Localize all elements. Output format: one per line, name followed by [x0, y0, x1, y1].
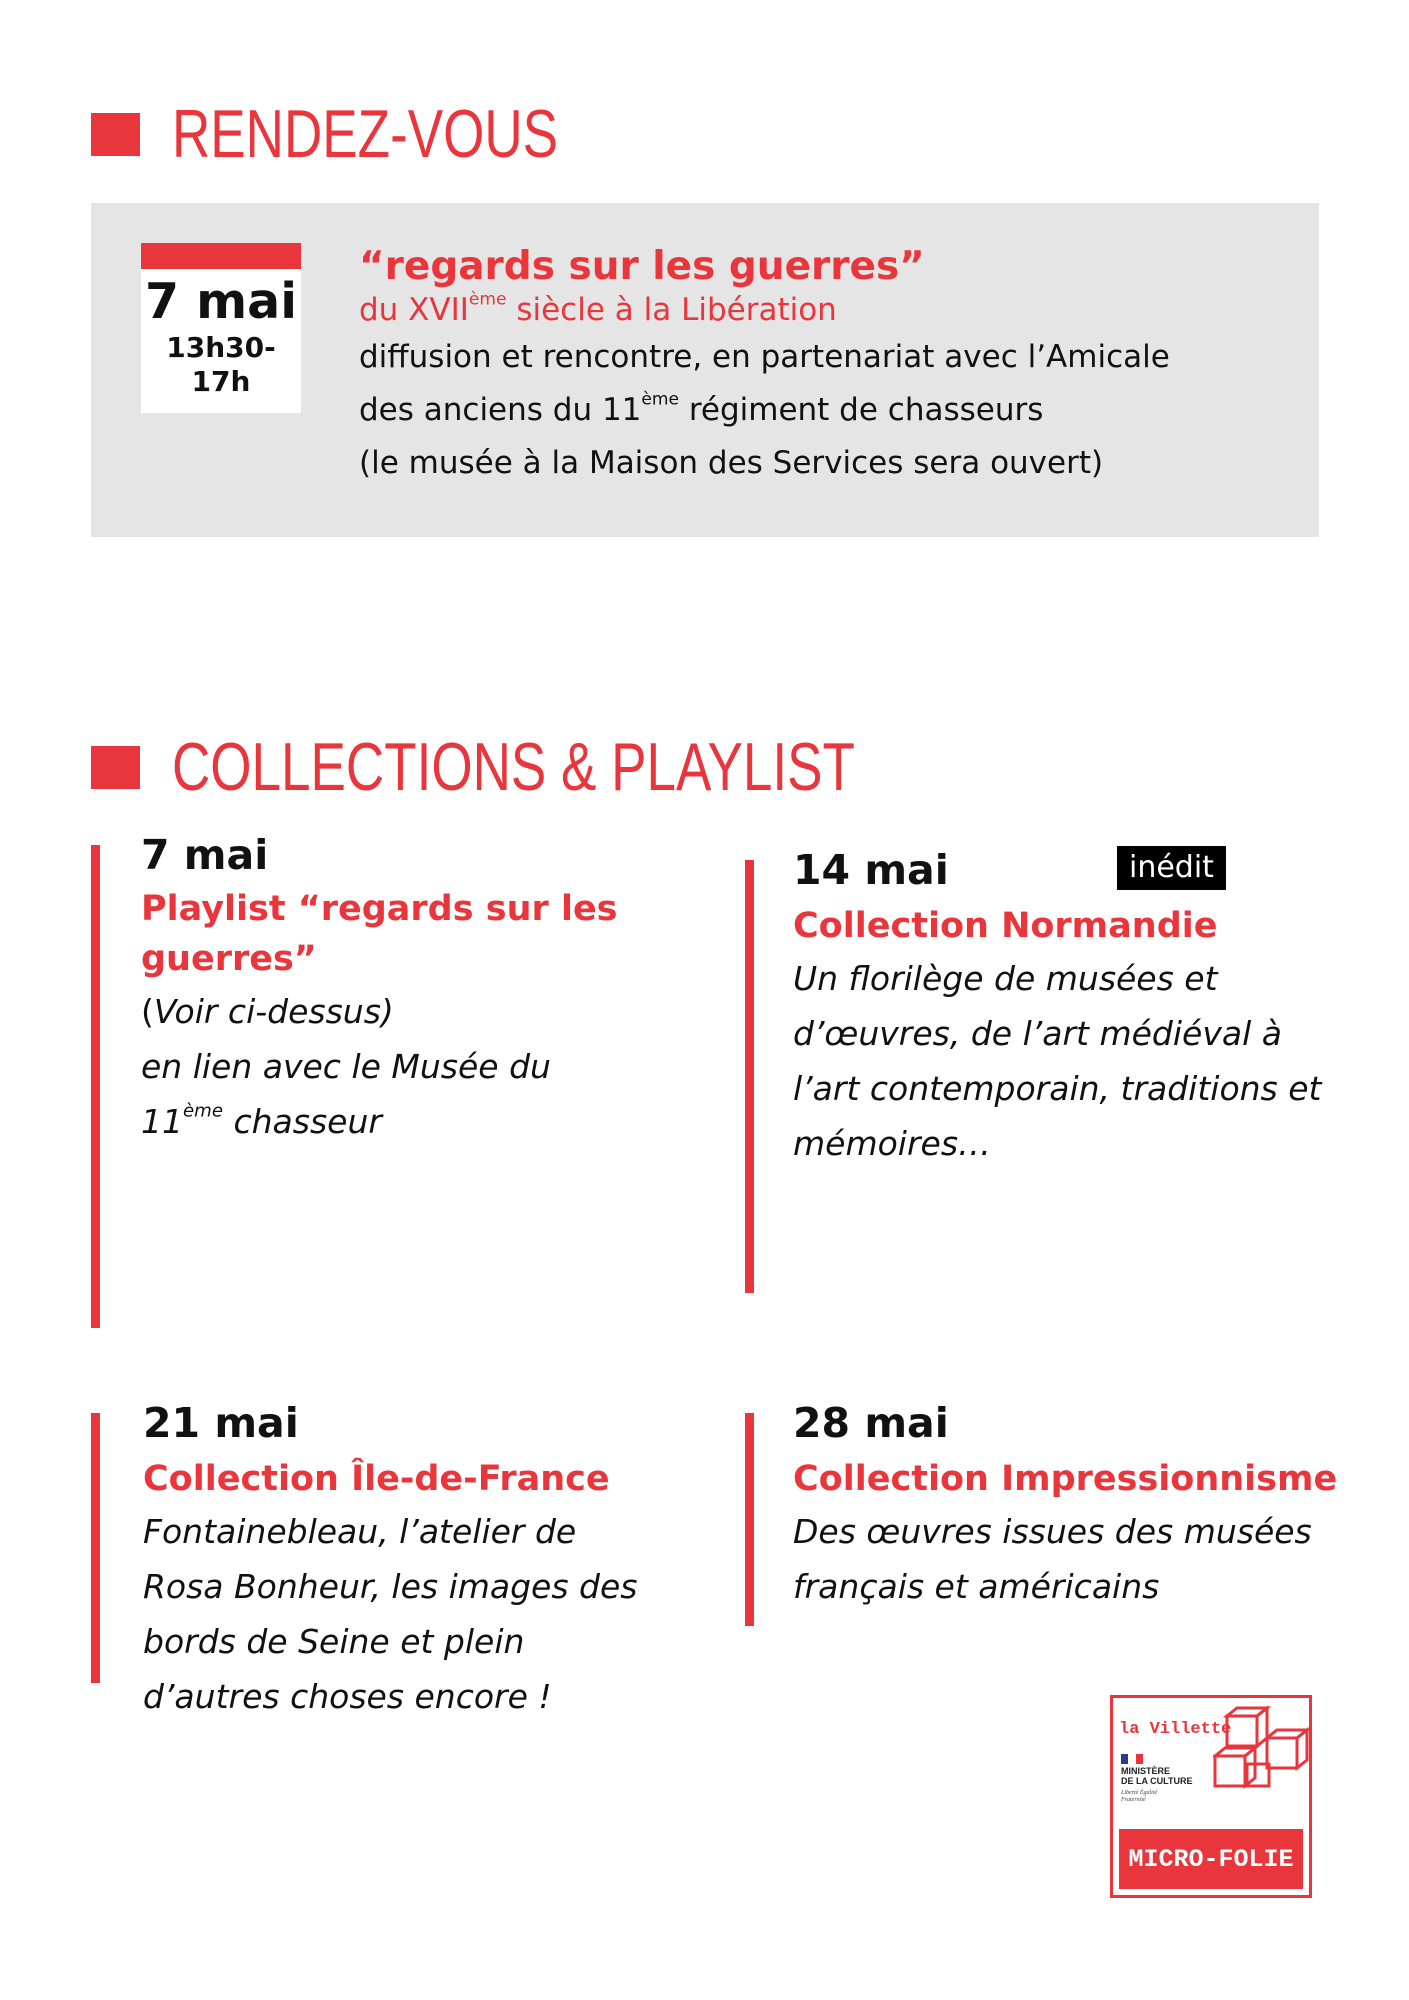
section-heading-collections [91, 729, 1047, 805]
item-date: 28 mai [793, 1399, 949, 1447]
heading-text: RENDEZ-VOUS [172, 96, 559, 172]
event-hours-line1: 13h30- [166, 331, 276, 364]
french-flag-icon [1121, 1754, 1143, 1764]
subtitle-prefix: du XVII [359, 292, 469, 328]
item-description: Un florilège de musées et d’œuvres, de l’art médiéval à l’art contemporain, traditions et mémoires… [793, 959, 1322, 1163]
heading-square-icon [91, 746, 140, 789]
heading-square-icon [91, 113, 140, 156]
collection-item [143, 1398, 653, 1724]
item-description-line2 [141, 1094, 661, 1149]
body-line2-suffix: régiment de chasseurs [678, 392, 1044, 428]
subtitle-sup: ème [468, 289, 507, 310]
item-description-line1: en lien avec le Musée du [141, 1047, 551, 1086]
subtitle-suffix: siècle à la Libération [506, 292, 837, 328]
item-date: 21 mai [143, 1399, 299, 1447]
collection-item [793, 1398, 1353, 1614]
heading-text: COLLECTIONS & PLAYLIST [172, 729, 855, 805]
item-accent-bar [745, 1413, 754, 1626]
item-date: 7 mai [141, 831, 269, 879]
item-title: Playlist “regards sur les guerres” [141, 889, 618, 979]
item-note [141, 984, 661, 1039]
micro-folie-logo [1110, 1695, 1312, 1898]
event-body [359, 331, 1299, 490]
note-open: ( [141, 992, 154, 1031]
ministry-line2: DE LA CULTURE [1121, 1776, 1193, 1786]
event-body-line3: (le musée à la Maison des Services sera ouvert) [359, 445, 1104, 481]
item-accent-bar [745, 860, 754, 1293]
collection-item [793, 845, 1323, 1171]
event-subtitle [359, 291, 1299, 329]
item-description: Fontainebleau, l’atelier de Rosa Bonheur, les images des bords de Seine et plein d’autres choses encore ! [143, 1512, 638, 1716]
item-title: Collection Impressionnisme [793, 1459, 1338, 1499]
item-accent-bar [91, 1413, 100, 1683]
micro-folie-name: MICRO-FOLIE [1119, 1829, 1303, 1889]
item-title: Collection Normandie [793, 906, 1218, 946]
event-title: “regards sur les guerres” [359, 244, 925, 289]
event-body-line1: diffusion et rencontre, en partenariat avec l’Amicale [359, 339, 1170, 375]
ministry-line1: MINISTÈRE [1121, 1766, 1171, 1776]
new-badge: inédit [1117, 846, 1226, 890]
event-date: 7 mai [144, 273, 298, 330]
item-title: Collection Île-de-France [143, 1459, 610, 1499]
ministry-label [1121, 1766, 1193, 1786]
item-accent-bar [91, 845, 100, 1328]
la-villette-brand: la Villette [1119, 1720, 1232, 1739]
section-heading-rendezvous [91, 96, 667, 172]
item-description: Des œuvres issues des musées français et américains [793, 1512, 1312, 1606]
rendezvous-box [91, 203, 1319, 537]
date-card [141, 243, 301, 413]
collection-item [141, 830, 661, 1149]
body-line2-prefix: des anciens du 11 [359, 392, 642, 428]
item-date: 14 mai [793, 846, 949, 894]
desc-sup: ème [183, 1100, 223, 1122]
ministry-motto: Liberté Égalité Fraternité [1121, 1790, 1158, 1803]
body-line2-sup: ème [641, 389, 679, 410]
event-details [359, 243, 1299, 490]
event-hours-line2: 17h [191, 365, 251, 398]
event-body-line2 [359, 384, 1299, 437]
desc-suffix: chasseur [223, 1102, 382, 1141]
note-italic: Voir ci-dessus) [153, 992, 394, 1031]
desc-prefix: 11 [141, 1102, 183, 1141]
